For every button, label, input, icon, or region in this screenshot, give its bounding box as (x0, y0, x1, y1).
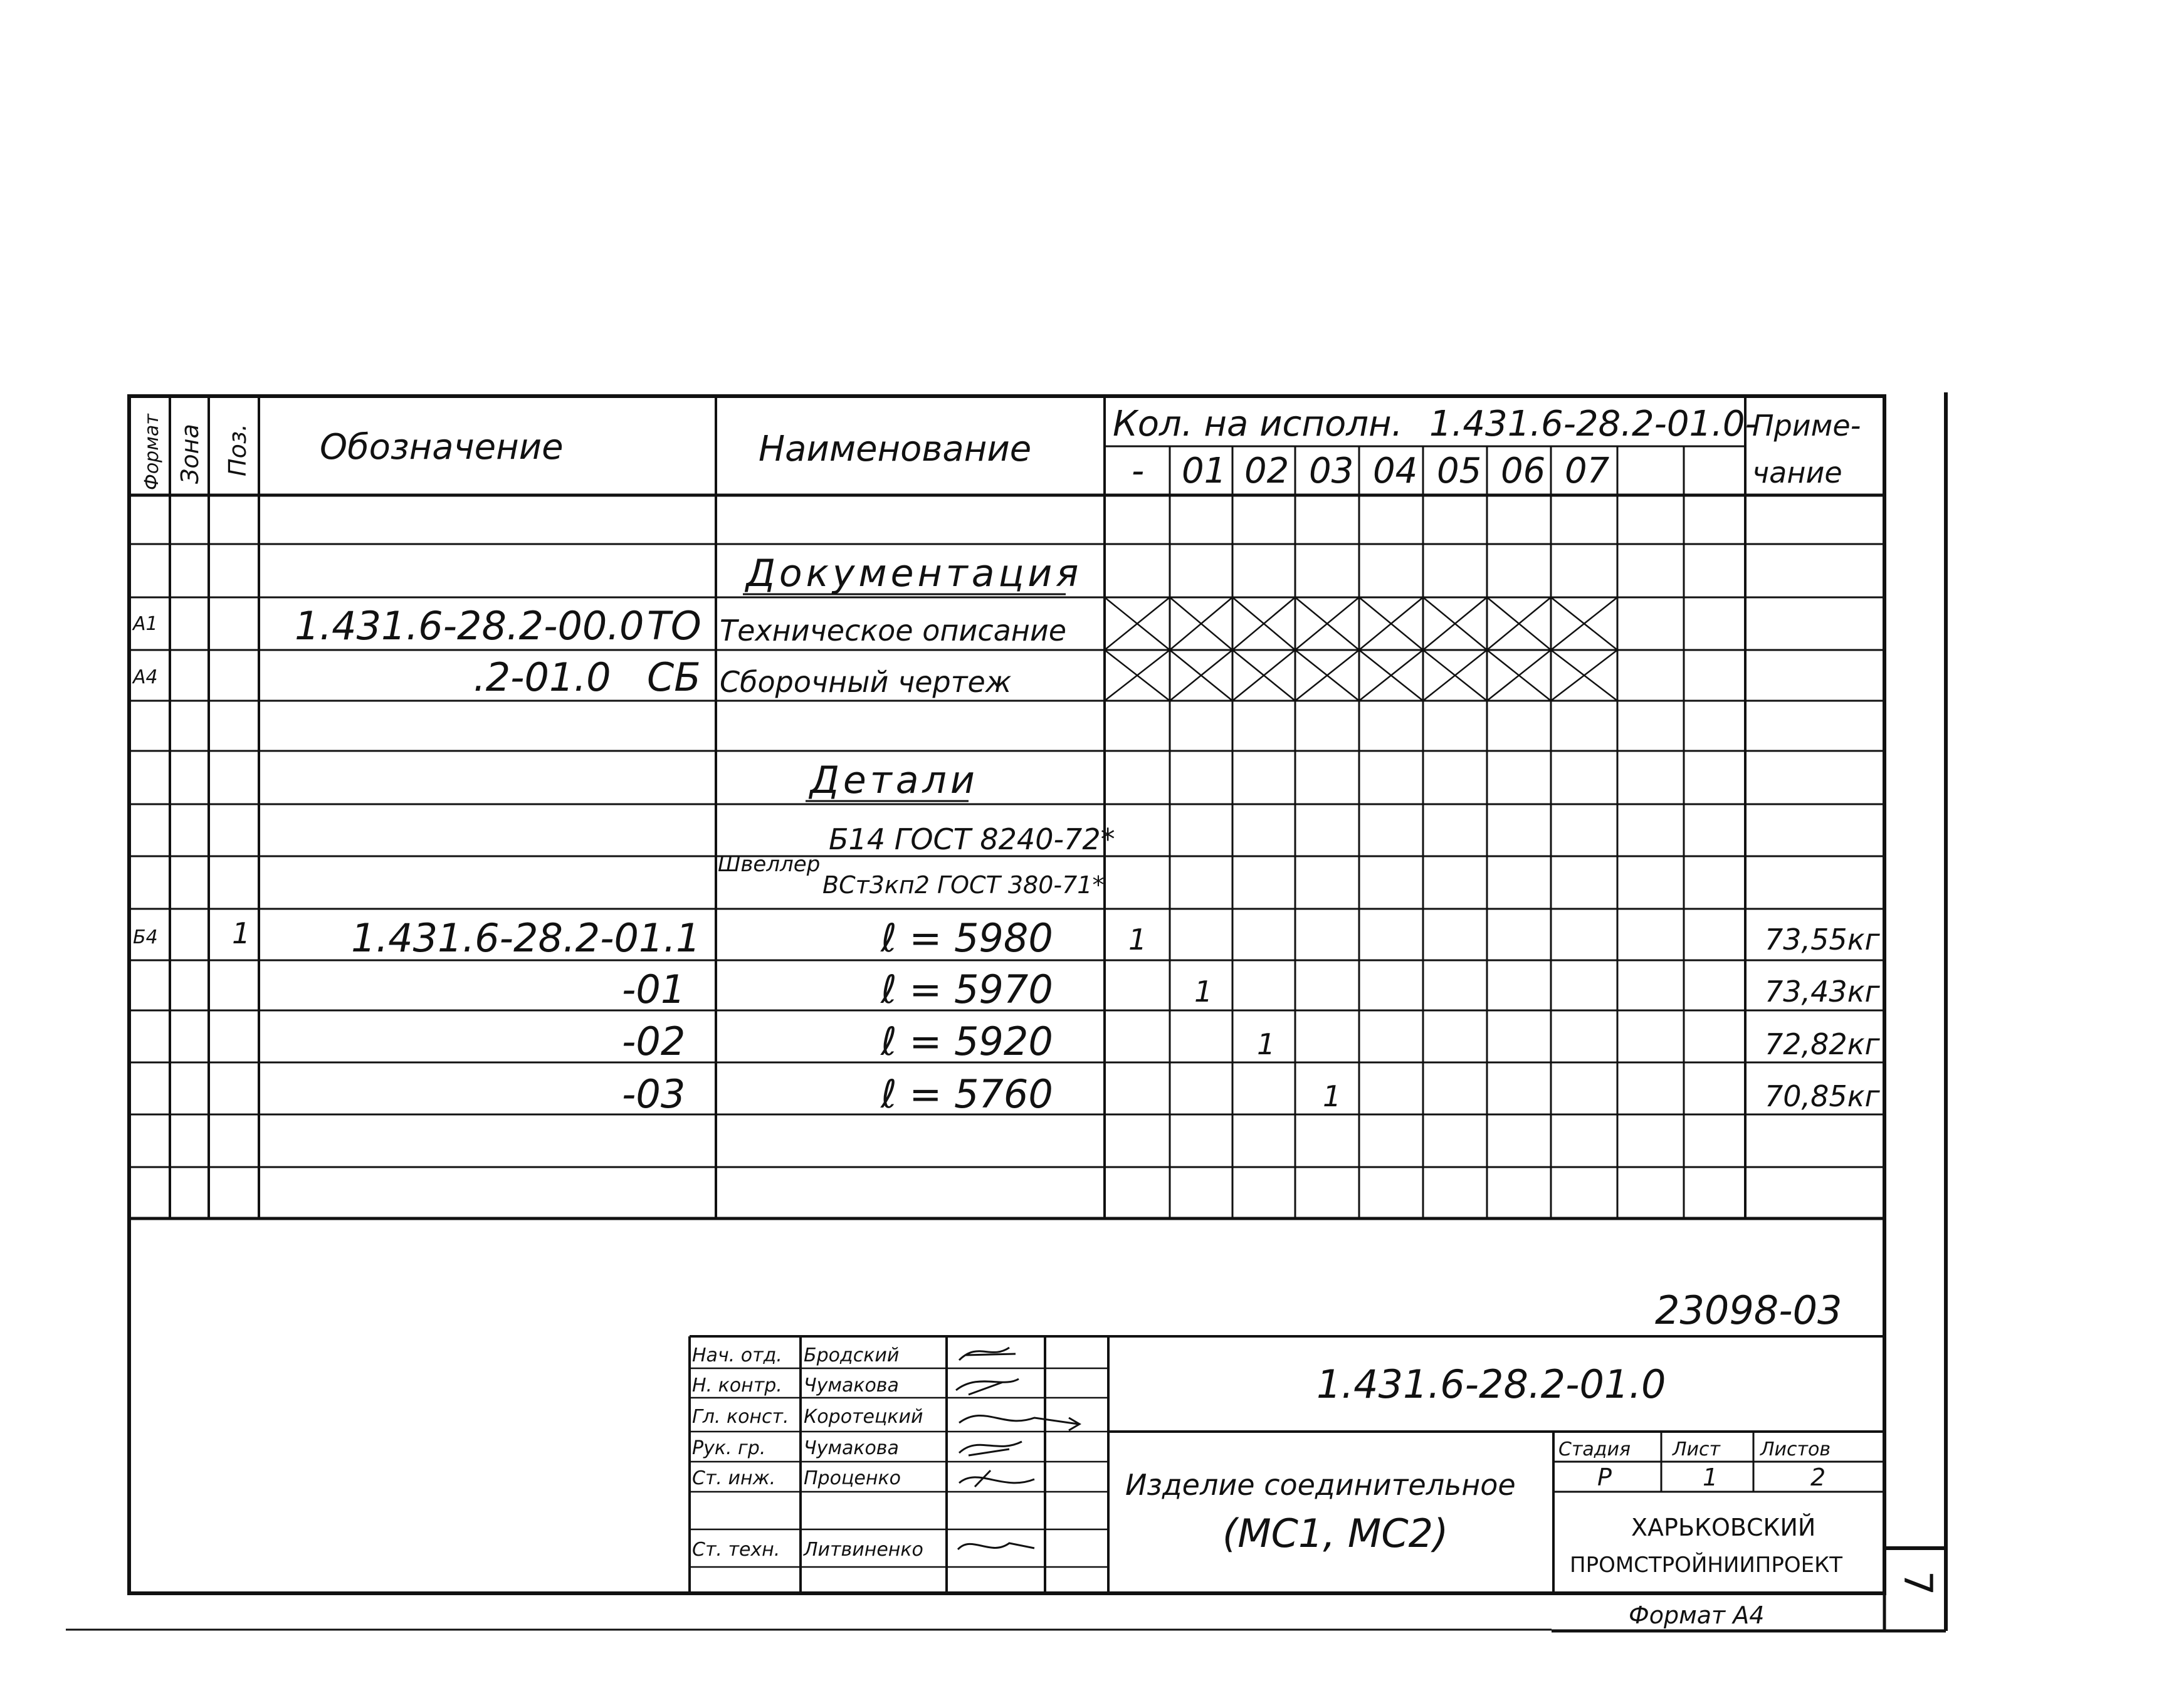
part-row (622, 1071, 1880, 1117)
part-qty: 1 (1323, 1079, 1342, 1113)
header-pos: Поз. (224, 423, 251, 476)
stage-label: Стадия (1558, 1438, 1631, 1460)
doc-row (132, 654, 1012, 700)
page-number: 7 (1895, 1571, 1941, 1596)
sign-name: Бродский (804, 1344, 900, 1366)
part-name: ℓ = 5760 (881, 1071, 1053, 1117)
table-header (141, 404, 1861, 491)
part-designation: -02 (622, 1019, 686, 1064)
sign-role: Гл. конст. (692, 1406, 789, 1428)
sign-role: Ст. техн. (692, 1539, 780, 1561)
variant-col: 01 (1182, 451, 1227, 491)
variant-col: 06 (1501, 451, 1546, 491)
signature-3 (959, 1415, 1080, 1430)
part-qty: 1 (1128, 923, 1147, 956)
signature-table (692, 1344, 923, 1561)
part-qty: 1 (1194, 975, 1213, 1009)
organization-line2: ПРОМСТРОЙНИИПРОЕКТ (1570, 1553, 1843, 1578)
variant-col: 03 (1309, 451, 1354, 491)
header-note-line2: чание (1752, 456, 1842, 490)
material-spec (718, 822, 1115, 899)
product-title-line1: Изделие соединительное (1125, 1468, 1516, 1502)
part-note: 70,85кг (1765, 1079, 1880, 1113)
sign-name: Проценко (804, 1467, 901, 1489)
archive-number: 23098-03 (1655, 1287, 1842, 1333)
part-format: Б4 (133, 926, 158, 948)
doc-name: Сборочный чертеж (720, 665, 1012, 699)
part-designation: -01 (622, 967, 686, 1012)
header-qty-label: Кол. на исполн. (1113, 404, 1403, 444)
variant-col: 05 (1437, 451, 1482, 491)
doc-row (132, 603, 1066, 649)
header-designation: Обозначение (320, 427, 564, 468)
organization-line1: ХАРЬКОВСКИЙ (1631, 1514, 1816, 1541)
sheet-value: 1 (1703, 1464, 1718, 1491)
variant-col: 07 (1565, 451, 1610, 491)
material-prefix: Швеллер (718, 852, 821, 877)
part-note: 72,82кг (1765, 1027, 1880, 1061)
variant-col: 04 (1373, 451, 1418, 491)
part-pos: 1 (232, 916, 251, 950)
signature-4 (959, 1442, 1022, 1455)
format-label: Формат А4 (1629, 1601, 1765, 1629)
part-name: ℓ = 5970 (881, 967, 1053, 1012)
part-name: ℓ = 5980 (881, 915, 1053, 961)
part-row (622, 1019, 1880, 1064)
part-row (622, 967, 1880, 1012)
sign-name: Коротецкий (804, 1406, 923, 1428)
signature-marks (956, 1348, 1080, 1549)
stage-value: Р (1597, 1464, 1612, 1491)
variant-col: 02 (1244, 451, 1290, 491)
signature-2 (956, 1379, 1019, 1395)
sign-role: Н. контр. (692, 1375, 782, 1396)
part-qty: 1 (1257, 1027, 1276, 1061)
sign-role: Нач. отд. (692, 1344, 782, 1366)
signature-5 (959, 1470, 1034, 1487)
header-qty-doc: 1.431.6-28.2-01.0- (1429, 404, 1758, 444)
sign-role: Рук. гр. (692, 1437, 766, 1459)
header-name: Наименование (759, 429, 1032, 469)
section-documentation: Документация (746, 552, 1083, 595)
section-details: Детали (810, 758, 979, 802)
doc-designation: .2-01.0 (473, 654, 611, 700)
product-title-line2: (МС1, МС2) (1222, 1511, 1449, 1556)
header-note-line1: Приме- (1752, 409, 1861, 443)
header-zone: Зона (176, 424, 204, 484)
part-note: 73,43кг (1765, 975, 1880, 1009)
part-designation: 1.431.6-28.2-01.1 (351, 915, 701, 961)
doc-code: ТО (647, 603, 701, 649)
material-line2: ВСт3кп2 ГОСТ 380-71* (822, 871, 1105, 899)
doc-name: Техническое описание (720, 614, 1067, 647)
material-line1: Б14 ГОСТ 8240-72* (829, 822, 1115, 856)
sign-name: Чумакова (804, 1375, 899, 1396)
variant-col: - (1132, 451, 1145, 491)
sign-name: Литвиненко (804, 1539, 923, 1561)
sheet-label: Лист (1673, 1438, 1721, 1460)
doc-code: СБ (647, 654, 701, 700)
header-format: Формат (141, 414, 163, 490)
variant-header-row (1132, 451, 1610, 491)
part-designation: -03 (622, 1071, 686, 1117)
sheets-label: Листов (1760, 1438, 1831, 1460)
sign-role: Ст. инж. (692, 1467, 776, 1489)
signature-6 (958, 1543, 1034, 1549)
part-name: ℓ = 5920 (881, 1019, 1053, 1064)
doc-format: А4 (133, 666, 158, 688)
doc-designation: 1.431.6-28.2-00.0 (295, 603, 644, 649)
part-note: 73,55кг (1765, 923, 1880, 956)
doc-format: А1 (133, 613, 158, 635)
signature-1 (959, 1348, 1016, 1360)
sheets-value: 2 (1810, 1464, 1826, 1491)
doc-code: 1.431.6-28.2-01.0 (1316, 1361, 1666, 1407)
sign-name: Чумакова (804, 1437, 899, 1459)
